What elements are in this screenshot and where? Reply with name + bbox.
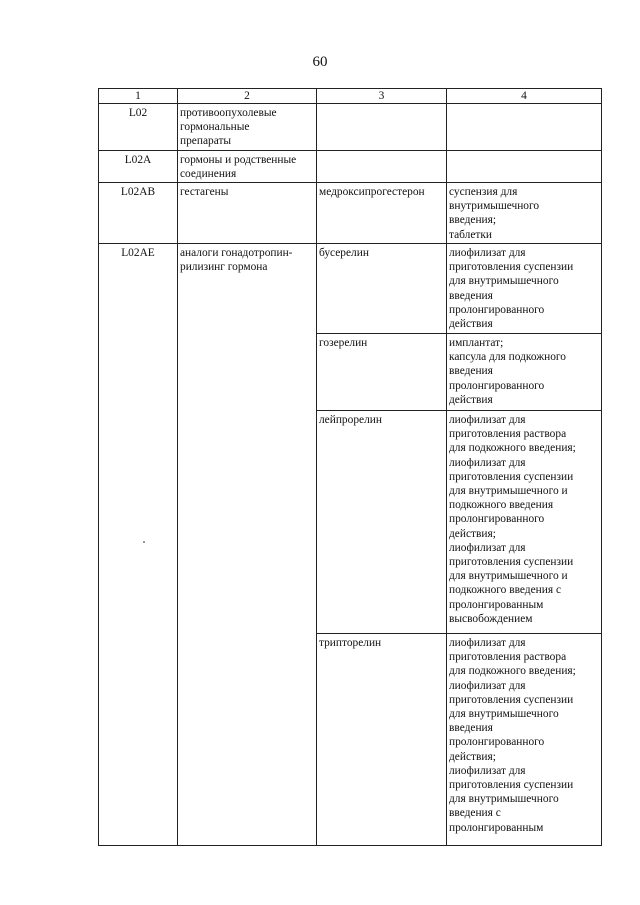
dosage-form: суспензия для внутримышечного введения; таблетки — [447, 183, 602, 244]
drug-name: гозерелин — [317, 334, 447, 411]
table-row — [99, 104, 602, 151]
dosage-form — [447, 150, 602, 182]
column-header: 3 — [317, 89, 447, 104]
scan-speck — [143, 541, 145, 543]
page-number: 60 — [312, 54, 328, 70]
column-header: 1 — [99, 89, 178, 104]
table-row — [99, 150, 602, 182]
drug-name — [317, 150, 447, 182]
drug-name: лейпрорелин — [317, 411, 447, 634]
dosage-form: лиофилизат для приготовления раствора для подкожного введения; лиофилизат для приготовления суспензии для внутримышечного и подкожного введения пролонгированного действия; лиофилизат для приготовления суспензии для внутримышечного и подкожного введения с пролонгированным высвобождением — [447, 411, 602, 634]
group-name: аналоги гонадотропин- рилизинг гормона — [178, 244, 317, 846]
table-row — [99, 183, 602, 244]
drug-name: трипторелин — [317, 634, 447, 846]
column-header: 2 — [178, 89, 317, 104]
group-name: гормоны и родственные соединения — [178, 150, 317, 182]
atc-code: L02AE — [99, 244, 178, 846]
drug-name: медроксипрогестерон — [317, 183, 447, 244]
column-header: 4 — [447, 89, 602, 104]
drug-table — [98, 88, 602, 846]
dosage-form: лиофилизат для приготовления суспензии для внутримышечного введения пролонгированного действия — [447, 244, 602, 334]
atc-code: L02A — [99, 150, 178, 182]
atc-code: L02AB — [99, 183, 178, 244]
drug-name: бусерелин — [317, 244, 447, 334]
table-row — [99, 244, 602, 334]
group-name: противоопухолевые гормональные препараты — [178, 104, 317, 151]
dosage-form: лиофилизат для приготовления раствора для подкожного введения; лиофилизат для приготовления суспензии для внутримышечного введения пролонгированного действия; лиофилизат для приготовления суспензии для внутримышечного введения с пролонгированным — [447, 634, 602, 846]
atc-code: L02 — [99, 104, 178, 151]
drug-name — [317, 104, 447, 151]
dosage-form — [447, 104, 602, 151]
group-name: гестагены — [178, 183, 317, 244]
table-header-row — [99, 89, 602, 104]
dosage-form: имплантат; капсула для подкожного введения пролонгированного действия — [447, 334, 602, 411]
